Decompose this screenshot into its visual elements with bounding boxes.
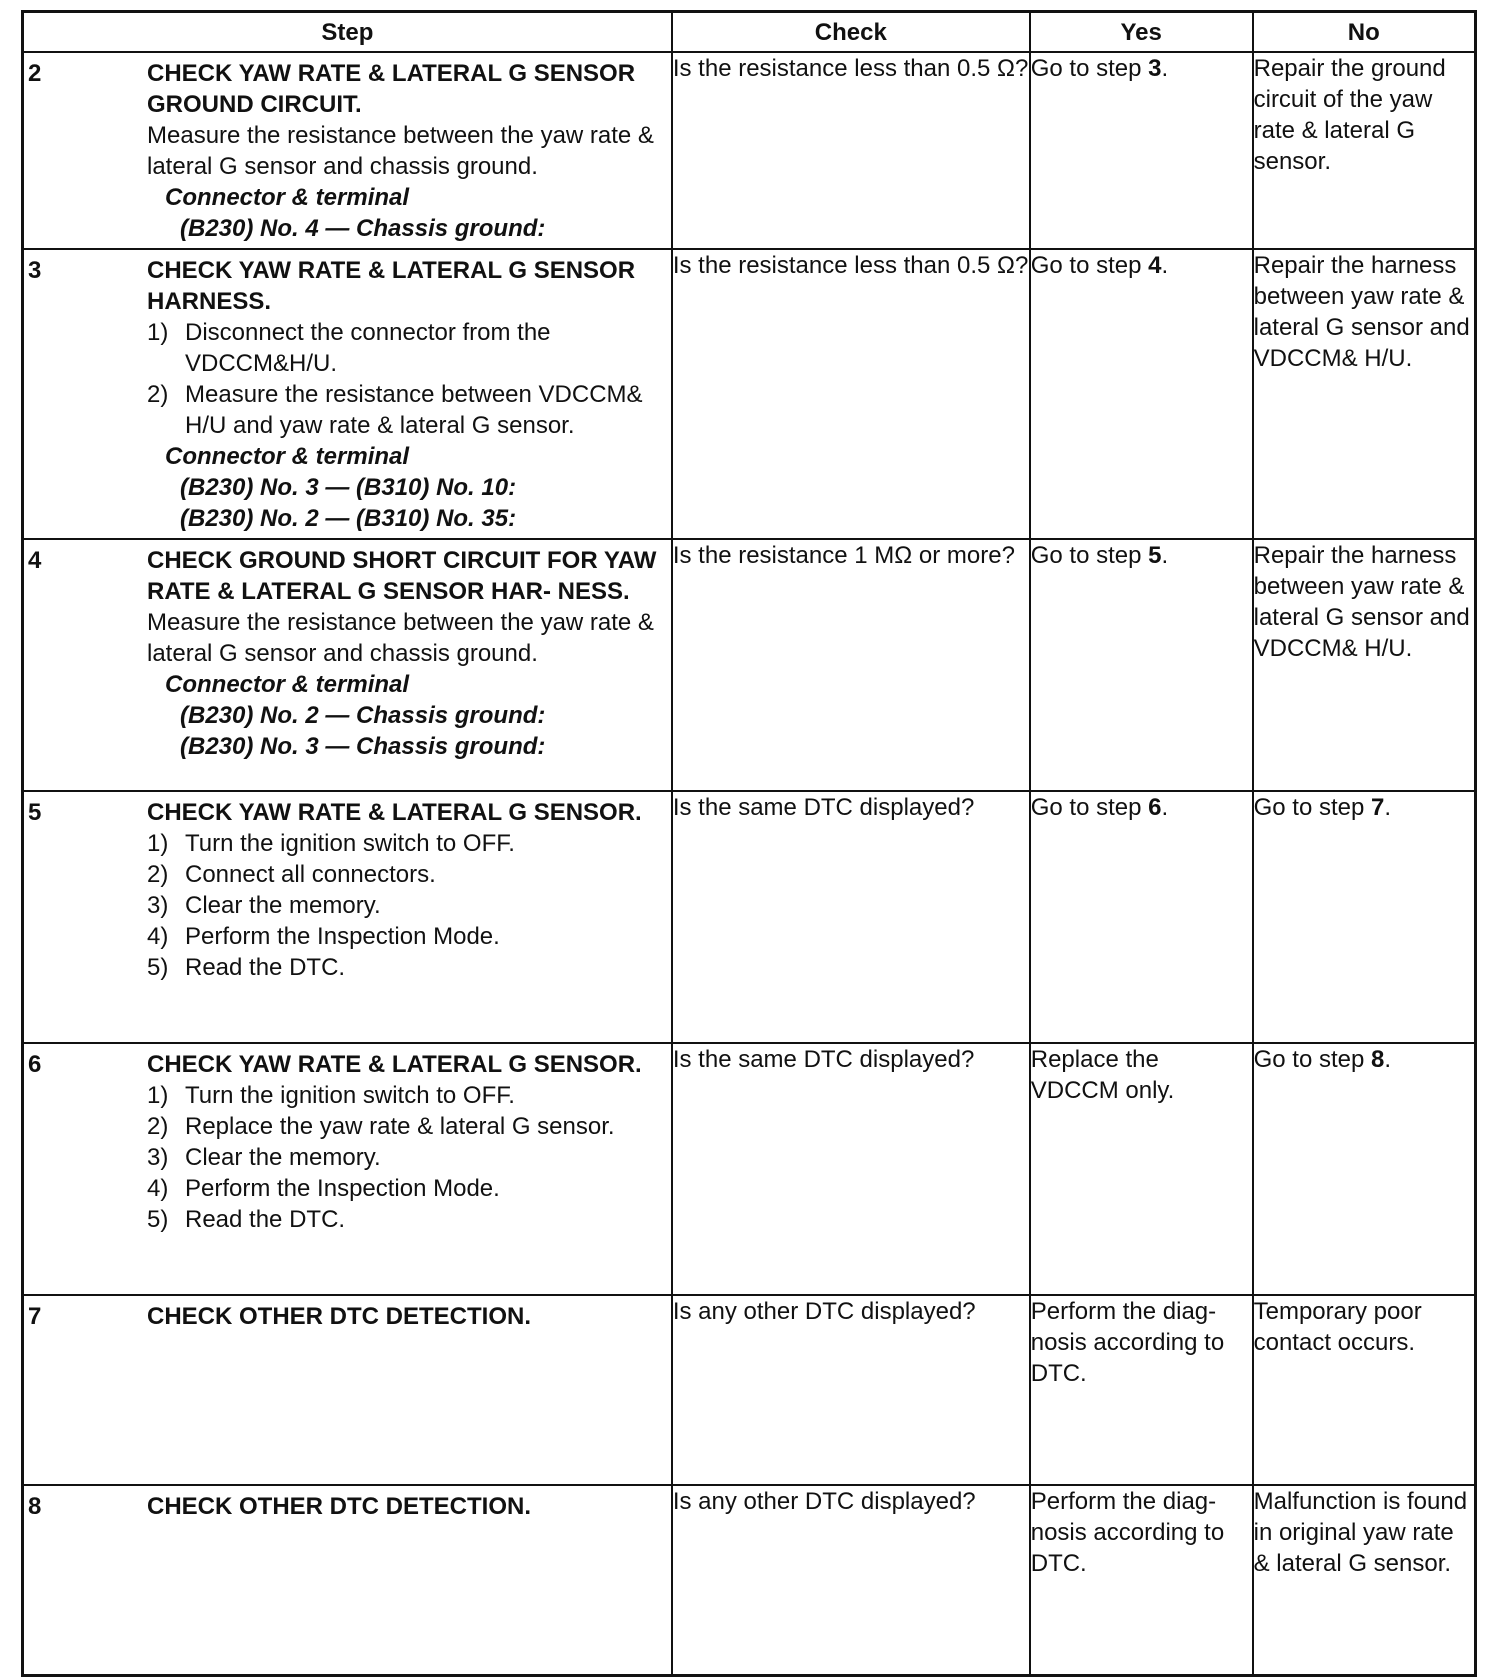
yes-suffix: . xyxy=(1161,252,1169,279)
substep-text: Replace the yaw rate & lateral G sensor. xyxy=(185,1113,615,1140)
substep-number: 3) xyxy=(147,892,169,919)
check-cell: Is the resistance less than 0.5 Ω? xyxy=(672,52,1030,249)
step-cell xyxy=(23,1295,672,1485)
terminal-spec: (B230) No. 3 — Chassis ground: xyxy=(180,733,546,760)
step-title: CHECK YAW RATE & LATERAL G SENSOR HARNESS. xyxy=(147,257,636,315)
substep xyxy=(147,317,665,379)
step-cell xyxy=(23,249,672,539)
step-cell xyxy=(23,539,672,791)
step-text: Measure the resistance between the yaw rate & lateral G sensor and chassis ground. xyxy=(147,609,654,667)
yes-step-number: 6 xyxy=(1148,794,1162,821)
step-number: 3 xyxy=(28,257,42,284)
substep-number: 2) xyxy=(147,861,169,888)
substep xyxy=(147,1173,665,1204)
yes-cell: Perform the diag- nosis according to DTC. xyxy=(1030,1485,1253,1676)
substep xyxy=(147,1111,665,1142)
step-number: 7 xyxy=(28,1303,42,1330)
check-cell: Is the resistance 1 MΩ or more? xyxy=(672,539,1030,791)
no-cell: Malfunction is found in original yaw rate & lateral G sensor. xyxy=(1253,1485,1476,1676)
substep-number: 4) xyxy=(147,923,169,950)
no-step-number: 8 xyxy=(1371,1046,1385,1073)
yes-cell: Replace the VDCCM only. xyxy=(1030,1043,1253,1295)
substep xyxy=(147,859,665,890)
substep-number: 1) xyxy=(147,319,169,346)
step-title: CHECK YAW RATE & LATERAL G SENSOR GROUND CIRCUIT. xyxy=(147,60,636,118)
yes-step-number: 4 xyxy=(1148,252,1162,279)
terminal-spec: (B230) No. 4 — Chassis ground: xyxy=(180,215,546,242)
no-cell: Temporary poor contact occurs. xyxy=(1253,1295,1476,1485)
no-cell xyxy=(1253,791,1476,1043)
check-cell: Is the same DTC displayed? xyxy=(672,791,1030,1043)
yes-suffix: . xyxy=(1161,55,1169,82)
substep-number: 3) xyxy=(147,1144,169,1171)
substep-text: Connect all connectors. xyxy=(185,861,436,888)
substep xyxy=(147,921,665,952)
yes-cell xyxy=(1030,249,1253,539)
table-row xyxy=(23,1485,1476,1676)
substep xyxy=(147,1204,665,1235)
step-cell xyxy=(23,1043,672,1295)
terminal-spec: (B230) No. 3 — (B310) No. 10: xyxy=(180,474,517,501)
step-title: CHECK OTHER DTC DETECTION. xyxy=(147,1303,531,1330)
substep xyxy=(147,1080,665,1111)
terminal-spec: (B230) No. 2 — (B310) No. 35: xyxy=(180,505,517,532)
table-row xyxy=(23,539,1476,791)
step-number: 6 xyxy=(28,1051,42,1078)
table-row xyxy=(23,249,1476,539)
table-row xyxy=(23,1043,1476,1295)
header-step: Step xyxy=(23,12,672,53)
substep-number: 4) xyxy=(147,1175,169,1202)
substep-text: Perform the Inspection Mode. xyxy=(185,1175,500,1202)
table-row xyxy=(23,1295,1476,1485)
yes-prefix: Go to step xyxy=(1030,794,1149,821)
substep-text: Clear the memory. xyxy=(185,892,381,919)
no-cell: Repair the harness between yaw rate & lateral G sensor and VDCCM& H/U. xyxy=(1253,539,1476,791)
no-prefix: Go to step xyxy=(1253,794,1372,821)
no-prefix: Go to step xyxy=(1253,1046,1372,1073)
step-title: CHECK OTHER DTC DETECTION. xyxy=(147,1493,531,1520)
connector-label: Connector & terminal xyxy=(165,671,410,698)
check-cell: Is the same DTC displayed? xyxy=(672,1043,1030,1295)
terminal-spec: (B230) No. 2 — Chassis ground: xyxy=(180,702,546,729)
header-check: Check xyxy=(672,12,1030,53)
yes-step-number: 3 xyxy=(1148,55,1162,82)
step-title: CHECK YAW RATE & LATERAL G SENSOR. xyxy=(147,799,642,826)
substep-text: Perform the Inspection Mode. xyxy=(185,923,500,950)
check-cell: Is any other DTC displayed? xyxy=(672,1485,1030,1676)
check-cell: Is the resistance less than 0.5 Ω? xyxy=(672,249,1030,539)
substep-text: Clear the memory. xyxy=(185,1144,381,1171)
yes-cell xyxy=(1030,539,1253,791)
table-row xyxy=(23,52,1476,249)
substep-text: Read the DTC. xyxy=(185,954,346,981)
yes-suffix: . xyxy=(1161,542,1169,569)
substep xyxy=(147,828,665,859)
connector-label: Connector & terminal xyxy=(165,443,410,470)
yes-prefix: Go to step xyxy=(1030,55,1149,82)
no-cell: Repair the harness between yaw rate & lateral G sensor and VDCCM& H/U. xyxy=(1253,249,1476,539)
step-title: CHECK YAW RATE & LATERAL G SENSOR. xyxy=(147,1051,642,1078)
step-number: 2 xyxy=(28,60,42,87)
substep xyxy=(147,952,665,983)
substep xyxy=(147,890,665,921)
step-title: CHECK GROUND SHORT CIRCUIT FOR YAW RATE & LATERAL G SENSOR HAR- NESS. xyxy=(147,547,657,605)
substep-text: Measure the resistance between VDCCM& H/U and yaw rate & lateral G sensor. xyxy=(185,381,643,439)
step-cell xyxy=(23,1485,672,1676)
diagnostic-table xyxy=(21,10,1477,1677)
no-cell xyxy=(1253,1043,1476,1295)
substep-text: Turn the ignition switch to OFF. xyxy=(185,830,515,857)
yes-suffix: . xyxy=(1161,794,1169,821)
yes-cell xyxy=(1030,52,1253,249)
substep-number: 5) xyxy=(147,954,169,981)
substep-text: Read the DTC. xyxy=(185,1206,346,1233)
check-cell: Is any other DTC displayed? xyxy=(672,1295,1030,1485)
yes-cell: Perform the diag- nosis according to DTC. xyxy=(1030,1295,1253,1485)
substep-number: 1) xyxy=(147,1082,169,1109)
yes-prefix: Go to step xyxy=(1030,542,1149,569)
header-no: No xyxy=(1253,12,1476,53)
yes-prefix: Go to step xyxy=(1030,252,1149,279)
step-number: 8 xyxy=(28,1493,42,1520)
substep-number: 2) xyxy=(147,1113,169,1140)
no-cell: Repair the ground circuit of the yaw rate & lateral G sensor. xyxy=(1253,52,1476,249)
no-suffix: . xyxy=(1384,1046,1392,1073)
step-cell xyxy=(23,791,672,1043)
yes-cell xyxy=(1030,791,1253,1043)
substep xyxy=(147,1142,665,1173)
substep-number: 1) xyxy=(147,830,169,857)
substep-text: Disconnect the connector from the VDCCM&H/U. xyxy=(185,319,551,377)
header-yes: Yes xyxy=(1030,12,1253,53)
step-number: 4 xyxy=(28,547,42,574)
connector-label: Connector & terminal xyxy=(165,184,410,211)
yes-step-number: 5 xyxy=(1148,542,1162,569)
substep-number: 2) xyxy=(147,381,169,408)
substep-number: 5) xyxy=(147,1206,169,1233)
no-suffix: . xyxy=(1384,794,1392,821)
step-text: Measure the resistance between the yaw rate & lateral G sensor and chassis ground. xyxy=(147,122,654,180)
step-number: 5 xyxy=(28,799,42,826)
substep-text: Turn the ignition switch to OFF. xyxy=(185,1082,515,1109)
table-row xyxy=(23,791,1476,1043)
substep xyxy=(147,379,665,441)
no-step-number: 7 xyxy=(1371,794,1385,821)
step-cell xyxy=(23,52,672,249)
header-row xyxy=(23,12,1476,53)
